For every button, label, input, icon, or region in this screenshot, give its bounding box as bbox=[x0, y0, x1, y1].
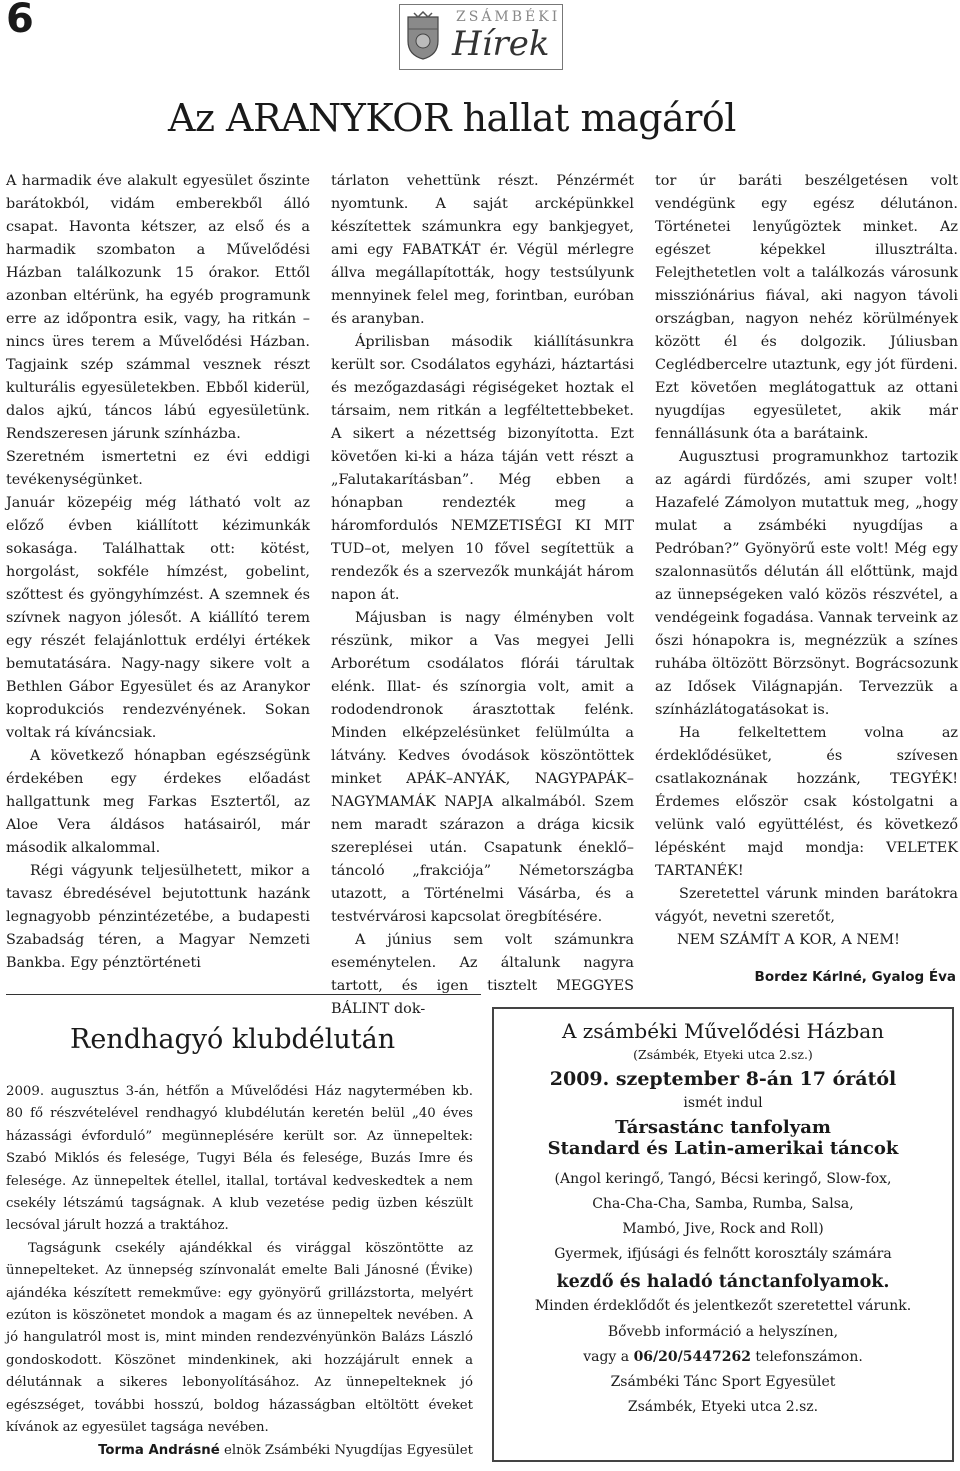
ad-welcome: Minden érdeklődőt és jelentkezőt szeretettel várunk. bbox=[534, 1298, 912, 1314]
paragraph: Január közepéig még látható volt az előző évben kiállított kézimunkák sokasága. Találhattak ott: kötést, horgolást, sokféle hímzést, gobelint, szőttest és gyöngyhímzést. A szemnek és szívnek nagyon jólesőt. A kiállító terem egy részét felajánlottuk erdélyi értékek bemutatására. Nagy-nagy sikere volt a Bethlen Gábor Egyesület és az Aranykor koprodukciós rendezvényének. Sokan voltak rá kíváncsiak. bbox=[6, 495, 310, 741]
dance-course-ad bbox=[492, 1007, 954, 1462]
paragraph: Szeretném ismertetni ez évi eddigi tevékenységünket. bbox=[6, 449, 310, 488]
signature-role: elnök Zsámbéki Nyugdíjas Egyesület bbox=[219, 1442, 473, 1458]
club-article bbox=[6, 1081, 473, 1462]
paragraph: Áprilisban második kiállításunkra került sor. Csodálatos egyházi, háztartási és mezőgazdasági régiségeket hoztak el társaim, nem ritkán a legféltettebbeket. A sikert a nézettség bizonyította. Ezt követően ki-ki a háza táján vett részt a „Falutakarításban”. Még ebben a hónapban rendezték meg a háromfordulós NEMZETISÉGI KI MIT TUD–ot, melyen 10 fővel segítettük a rendezők és a szervezők munkáját három napon át. bbox=[331, 334, 634, 603]
section-divider bbox=[6, 994, 481, 995]
ad-phone-pre: vagy a bbox=[583, 1349, 634, 1365]
ad-dance-list-line: Mambó, Jive, Rock and Roll) bbox=[622, 1221, 824, 1237]
ad-organizer-address: Zsámbék, Etyeki utca 2.sz. bbox=[627, 1399, 819, 1415]
coat-of-arms-icon bbox=[406, 11, 440, 61]
ad-organizer: Zsámbéki Tánc Sport Egyesület bbox=[610, 1374, 836, 1390]
masthead-logo bbox=[399, 4, 563, 70]
club-title: Rendhagyó klubdélután bbox=[70, 1024, 396, 1055]
masthead-name: Hírek bbox=[452, 24, 550, 64]
article-headline: Az ARANYKOR hallat magáról bbox=[168, 96, 736, 140]
paragraph: Augusztusi programunkhoz tartozik az agárdi fürdőzés, ami szuper volt! Hazafelé Zámolyon mutattuk meg, „hogy mulat a zsámbéki nyugdíjas a Pedróban?” Gyönyörű este volt! Még egy szalonnasütős délután áll előttünk, majd az ünnepségeken való közös részvétel, a vendégeink fogadása. Vannak terveink az őszi hónapokra is, megnézzük a színes ruhába öltözött Börzsönyt. Bográcsozunk az Idősek Világnapján. Tervezzük a színházlátogatásokat is. bbox=[655, 449, 958, 718]
ad-course-title: Társastánc tanfolyam bbox=[615, 1117, 831, 1138]
ad-levels-end: . bbox=[883, 1272, 890, 1292]
ad-date: 2009. szeptember 8-án 17 órától bbox=[549, 1068, 897, 1090]
paragraph: Szeretettel várunk minden barátokra vágyót, nevetni szeretőt, bbox=[655, 886, 958, 925]
ad-more-info: Bővebb információ a helyszínen, bbox=[607, 1324, 839, 1340]
article-signature: Bordez Kárlné, Gyalog Éva bbox=[754, 969, 956, 985]
paragraph: Régi vágyunk teljesülhetett, mikor a tavasz ébredésével bejutottunk hazánk legnagyobb pénzintézetébe, a budapesti Szabadság téren, a Magyar Nemzeti Bankba. Egy pénztörténeti bbox=[6, 863, 310, 971]
paragraph: 2009. augusztus 3-án, hétfőn a Művelődési Ház nagytermében kb. 80 fő részvételével rendhagyó klubdélután keretén belül „40 éves házassági évforduló” megünneplésére került sor. Az ünnepeltek: Szabó Miklós és felesége, Tugyi Béla és felesége, Buzás Imre és felesége. Az ünnepeltek étellel, itallal, tortával kedveskedtek a nem csekély létszámú tagságnak. A klub vezetése pedig üzben készült lecsóval járult hozzá a traktához. bbox=[6, 1084, 473, 1234]
paragraph: tárlaton vehettünk részt. Pénzérmét nyomtunk. A saját arcképünkkel készítettek számunkra egy bankjegyet, ami egy FABATKÁT ér. Végül mérlegre állva megállapították, hogy testsúlyunk mennyinek felel meg, forintban, euróban és aranyban. bbox=[331, 173, 634, 327]
ad-dance-list-line: (Angol keringő, Tangó, Bécsi keringő, Slow-fox, bbox=[554, 1171, 892, 1187]
article-column-1 bbox=[6, 170, 310, 975]
ad-venue: A zsámbéki Művelődési Házban bbox=[561, 1019, 885, 1043]
paragraph: tor úr baráti beszélgetésen volt vendégünk egy egész délutánon. Történetei lenyűgöztek minket. Az egészet képekkel illusztrálta. Felejthetetlen volt a találkozás városunk missziónárius fiával, aki nagyon távoli országban, nagyon nehéz körülmények között él és dolgozik. Júliusban Ceglédbercelre utaztunk, egy jót fürdeni. Ezt követően meglátogattuk az ottani nyugdíjas egyesületet, akik már fennállásunk óta a barátaink. bbox=[655, 173, 958, 442]
paragraph: Tagságunk csekély ajándékkal és virággal köszöntötte az ünnepelteket. Az ünnepség színvonalát emelte Bali Jánosné (Évike) ajándéka készített remekműve: egy gyönyörű grillázstorta, melyért ezúton is köszönetet mondok a magam és az ünnepeltek nevében. A jó hangulatról most is, mint minden rendezvényünkön Balázs László gondoskodott. Köszönet mindenkinek, aki hozzájárult ennek a délutánnak a sikeres lebonyolításához. Az ünnepelteknek jó egészséget, további hosszú, boldog házasságban eltöltött éveket kívánok az egyesület tagsága nevében. bbox=[6, 1240, 473, 1436]
ad-phone-number: 06/20/5447262 bbox=[633, 1349, 751, 1365]
paragraph: A harmadik éve alakult egyesület őszinte barátokból, vidám emberekből álló csapat. Havonta kétszer, az első és a harmadik szombaton a Művelődési Házban találkozunk 15 órakor. Ettől azonban eltérünk, ha egyéb programunk erre az időpontra esik, vagy, ha ritkán – nincs üres terem a Művelődési Házban. Tagjaink szép számmal vesznek részt kulturális egyesületekben. Ebből kiderül, dalos ajkú, táncos lábú egyesületünk. Rendszeresen járunk színházba. bbox=[6, 173, 310, 442]
ad-phone-post: telefonszámon. bbox=[750, 1349, 863, 1365]
ad-dance-list-line: Cha-Cha-Cha, Samba, Rumba, Salsa, bbox=[592, 1196, 854, 1212]
paragraph: A június sem volt számunkra eseménytelen. Az általunk nagyra tartott, és igen tisztelt MEGGYES BÁLINT dok- bbox=[331, 932, 634, 1017]
masthead-top-text: ZSÁMBÉKI bbox=[456, 9, 561, 25]
article-column-3 bbox=[655, 170, 958, 952]
paragraph: Ha felkeltettem volna az érdeklődésüket, és szívesen csatlakoznának hozzánk, TEGYÉK! Érdemes először csak kóstolgatni a velünk való együttélést, és következő lépésként majd mondja: VELETEK TARTANÉK! bbox=[655, 725, 958, 879]
ad-phone-line bbox=[494, 1345, 952, 1370]
paragraph: A következő hónapban egészségünk érdekében egy érdekes előadást hallgattunk meg Farkas Esztertől, az Aloe Vera áldásos hatásairól, már második alkalommal. bbox=[6, 748, 310, 856]
signature-name: Torma Andrásné bbox=[98, 1442, 220, 1458]
paragraph: Májusban is nagy élményben volt részünk, mikor a Vas megyei Jelli Arborétum csodálatos flórái tárultak elénk. Illat- és színorgia volt, amit a rododendronok árasztottak felénk. Minden elképzelésünket felülmúlta a látvány. Kedves óvodások köszöntöttek minket APÁK–ANYÁK, NAGYPAPÁK–NAGYMAMÁK NAPJA alkalmából. Szem nem maradt szárazon a drága kicsik szereplései után. Csapatunk éneklő–táncoló „frakciója” Németországba utazott, a Történelmi Vásárba, és a testvérvárosi kapcsolat öregbítésére. bbox=[331, 610, 634, 925]
ad-levels bbox=[494, 1272, 952, 1292]
page-number: 6 bbox=[6, 0, 34, 42]
club-signature bbox=[6, 1440, 473, 1462]
article-column-2 bbox=[331, 170, 634, 1021]
ad-starts: ismét indul bbox=[683, 1095, 763, 1111]
paragraph: NEM SZÁMÍT A KOR, A NEM! bbox=[677, 932, 900, 948]
ad-audience: Gyermek, ifjúsági és felnőtt korosztály számára bbox=[554, 1246, 892, 1262]
ad-course-subtitle: Standard és Latin-amerikai táncok bbox=[547, 1138, 899, 1159]
ad-address: (Zsámbék, Etyeki utca 2.sz.) bbox=[633, 1047, 813, 1062]
ad-levels-text: kezdő és haladó tánctanfolyamok bbox=[556, 1272, 884, 1292]
